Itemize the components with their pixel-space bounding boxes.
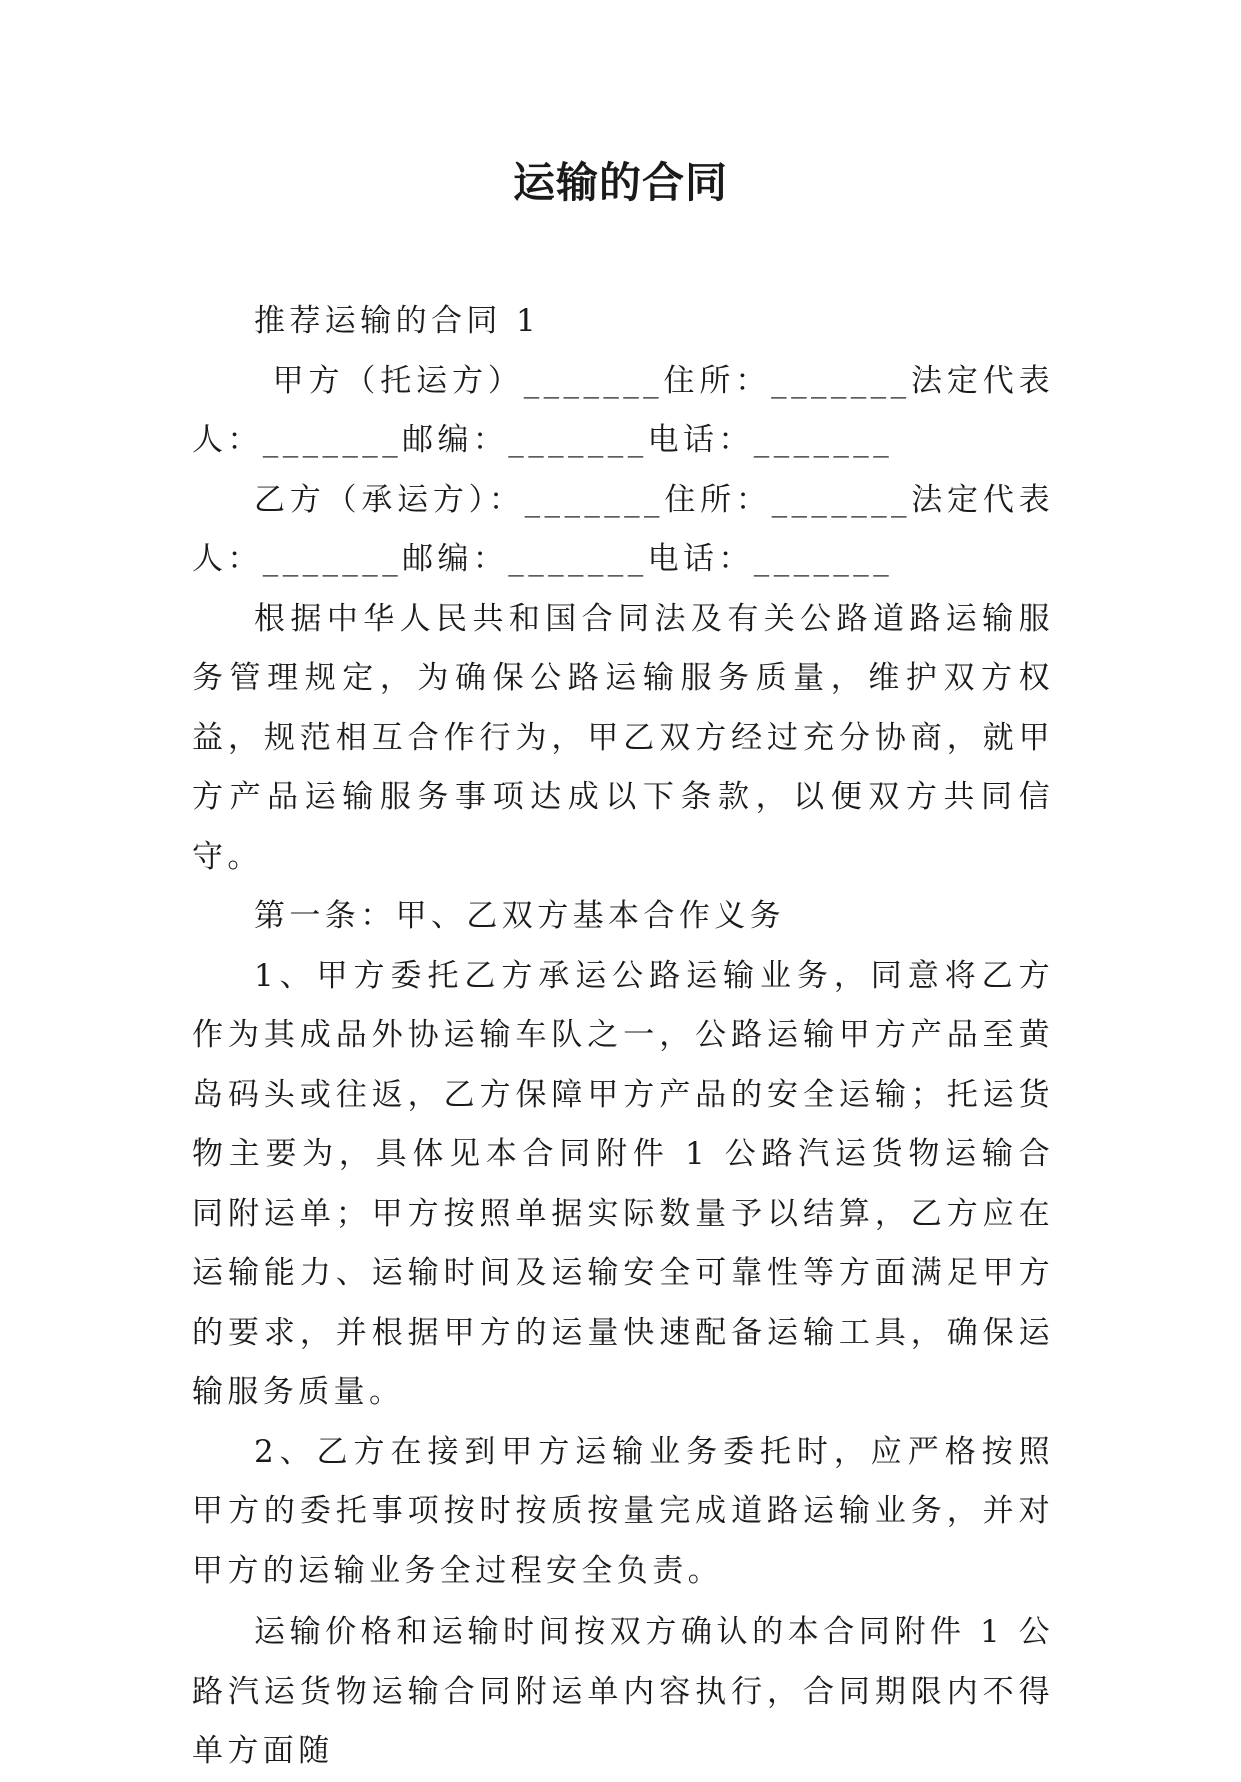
preamble-paragraph: 根据中华人民共和国合同法及有关公路道路运输服务管理规定，为确保公路运输服务质量，维护双方权益，规范相互合作行为，甲乙双方经过充分协商，就甲方产品运输服务事项达成以下条款，以便双方共同信守。 bbox=[192, 600, 1054, 875]
party-b-info: 乙方（承运方）：_______住所：_______法定代表人：_______邮编：_______电话：_______ bbox=[192, 481, 1054, 577]
article-one-clause-1: 1、甲方委托乙方承运公路运输业务，同意将乙方作为其成品外协运输车队之一，公路运输甲方产品至黄岛码头或往返，乙方保障甲方产品的安全运输；托运货物主要为，具体见本合同附件 1 公路汽运货物运输合同附运单；甲方按照单据实际数量予以结算，乙方应在运输能力、运输时间及运输安全可靠性等方面满足甲方的要求，并根据甲方的运量快速配备运输工具，确保运输服务质量。 bbox=[192, 957, 1054, 1410]
article-one-clause-2: 2、乙方在接到甲方运输业务委托时，应严格按照甲方的委托事项按时按质按量完成道路运输业务，并对甲方的运输业务全过程安全负责。 bbox=[192, 1433, 1054, 1589]
document-title: 运输的合同 bbox=[512, 158, 728, 207]
contract-subtitle: 推荐运输的合同 1 bbox=[254, 303, 541, 339]
document-body bbox=[192, 292, 1054, 1782]
price-time-paragraph: 运输价格和运输时间按双方确认的本合同附件 1 公路汽运货物运输合同附运单内容执行，合同期限内不得单方面随 bbox=[192, 1614, 1054, 1769]
article-one-heading: 第一条：甲、乙双方基本合作义务 bbox=[254, 898, 785, 934]
party-a-info: 甲方（托运方）_______住所：_______法定代表人：_______邮编：_______电话：_______ bbox=[192, 362, 1054, 458]
